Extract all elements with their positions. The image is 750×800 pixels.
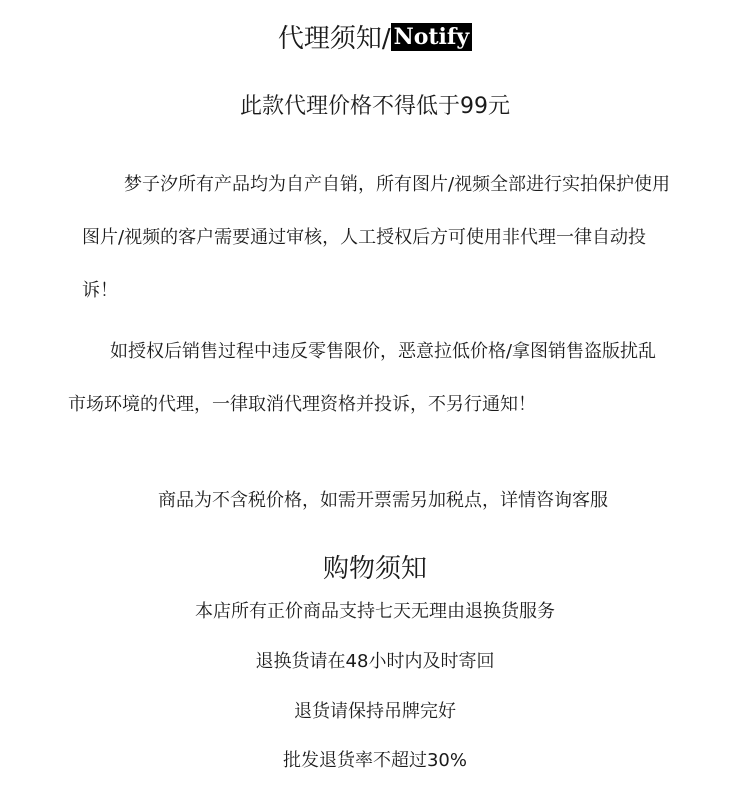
agent-notice-title-text: 代理须知/	[277, 24, 391, 54]
return-policy-rule: 本店所有正价商品支持七天无理由退换货服务	[195, 601, 555, 622]
copyright-paragraph: 梦子汐所有产品均为自产自销，所有图片/视频全部进行实拍保护使用图片/视频的客户需要通过审核，人工授权后方可使用非代理一律自动投诉！	[82, 174, 671, 301]
tax-notice-paragraph: 商品为不含税价格，如需开票需另加税点，详情咨询客服	[158, 490, 608, 511]
notify-badge: Notify	[391, 23, 473, 51]
agent-price-notice: 此款代理价格不得低于99元	[240, 94, 510, 119]
agent-notice-title	[0, 20, 750, 58]
return-deadline-rule: 退换货请在48小时内及时寄回	[255, 651, 495, 672]
price-violation-paragraph: 如授权后销售过程中违反零售限价，恶意拉低价格/拿图销售盗版扰乱市场环境的代理，一律取消代理资格并投诉，不另行通知！	[68, 341, 657, 415]
shopping-notice-title: 购物须知	[322, 554, 427, 584]
tag-intact-rule: 退货请保持吊牌完好	[294, 701, 456, 722]
wholesale-return-rate-rule: 批发退货率不超过30%	[282, 750, 467, 771]
